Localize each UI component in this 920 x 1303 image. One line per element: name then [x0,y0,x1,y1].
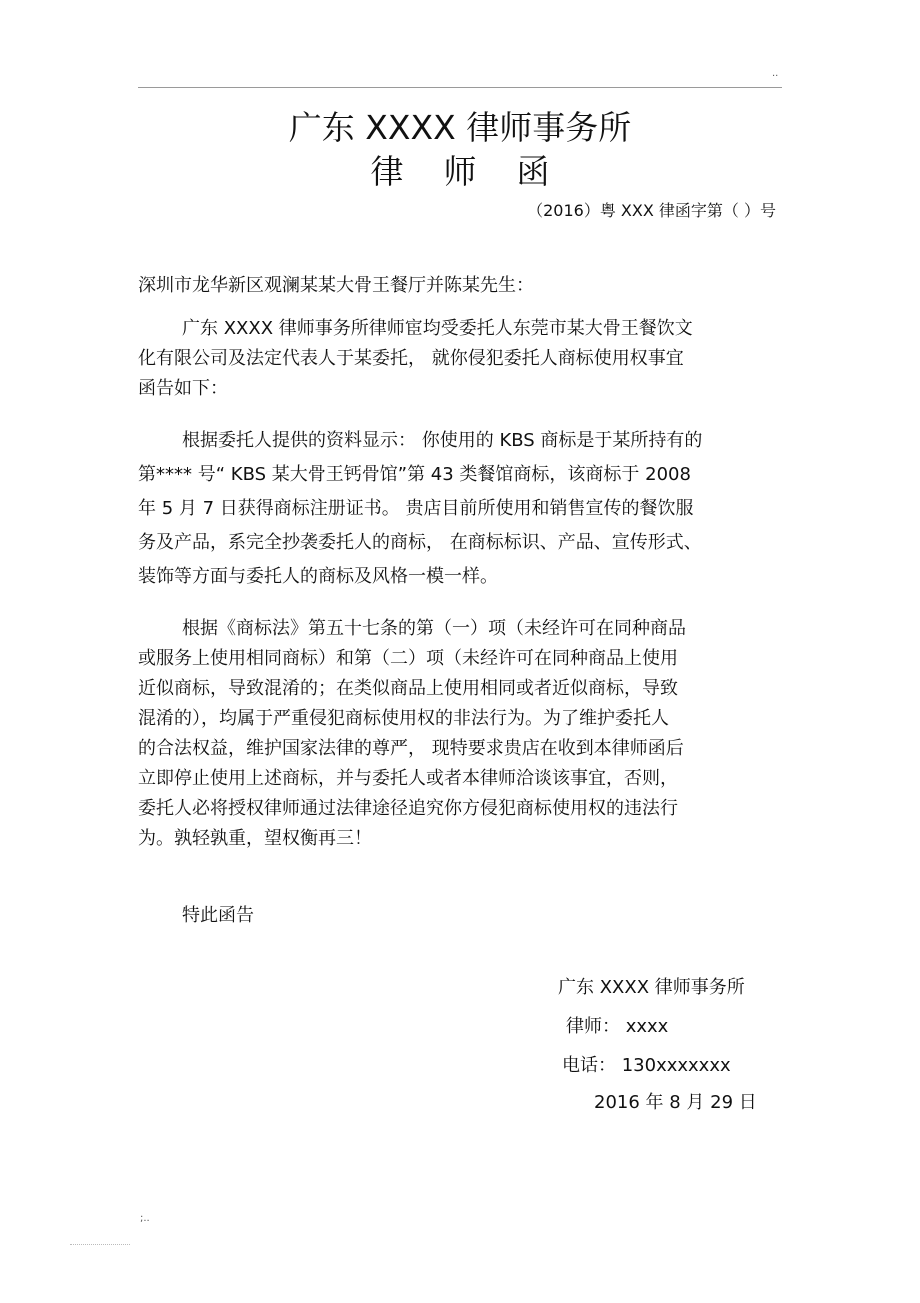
signature-firm: 广东 XXXX 律师事务所 [558,977,745,998]
paragraph-line: 立即停止使用上述商标，并与委托人或者本律师洽谈该事宜，否则， [138,768,678,789]
footer-dotted-line [70,1244,130,1245]
paragraph-line: 混淆的），均属于严重侵犯商标使用权的非法行为。为了维护委托人 [138,708,669,729]
firm-title: 广东 XXXX 律师事务所 [288,108,632,147]
paragraph-legal-basis [138,614,778,854]
signature-phone: 电话： 130xxxxxxx [562,1055,731,1076]
paragraph-line: 第**** 号“ KBS 某大骨王钙骨馆”第 43 类餐馆商标，该商标于 2008 [138,464,691,485]
paragraph-line: 或服务上使用相同商标）和第（二）项（未经许可在同种商品上使用 [138,648,678,669]
closing-phrase: 特此函告 [182,905,254,926]
paragraph-line: 化有限公司及法定代表人于某委托， 就你侵犯委托人商标使用权事宜 [138,348,684,369]
paragraph-line: 委托人必将授权律师通过法律途径追究你方侵犯商标使用权的违法行 [138,798,678,819]
paragraph-line: 根据《商标法》第五十七条的第（一）项（未经许可在同种商品 [182,618,686,639]
letter-title: 律师函 [370,152,590,191]
document-number: （2016）粤 XXX 律函字第（ ）号 [527,201,776,220]
paragraph-line: 务及产品，系完全抄袭委托人的商标， 在商标标识、产品、宣传形式、 [138,532,702,553]
signature-date: 2016 年 8 月 29 日 [594,1092,757,1113]
paragraph-line: 根据委托人提供的资料显示： 你使用的 KBS 商标是于某所持有的 [182,430,703,451]
paragraph-line: 函告如下： [138,378,228,399]
paragraph-line: 年 5 月 7 日获得商标注册证书。 贵店目前所使用和销售宣传的餐饮服 [138,498,694,519]
paragraph-line: 广东 XXXX 律师事务所律师宦均受委托人东莞市某大骨王餐饮文 [182,318,693,339]
paragraph-facts [138,424,778,594]
paragraph-line: 的合法权益，维护国家法律的尊严， 现特要求贵店在收到本律师函后 [138,738,684,759]
addressee: 深圳市龙华新区观澜某某大骨王餐厅并陈某先生： [138,275,534,296]
paragraph-line: 为。孰轻孰重，望权衡再三！ [138,828,372,849]
signature-lawyer: 律师： xxxx [566,1016,669,1037]
header-rule [138,87,782,88]
paragraph-line: 装饰等方面与委托人的商标及风格一模一样。 [138,566,498,587]
paragraph-intro [138,314,778,404]
header-mark: .. [772,68,779,79]
paragraph-line: 近似商标，导致混淆的；在类似商品上使用相同或者近似商标，导致 [138,678,678,699]
footer-mark: ;.. [140,1213,150,1224]
